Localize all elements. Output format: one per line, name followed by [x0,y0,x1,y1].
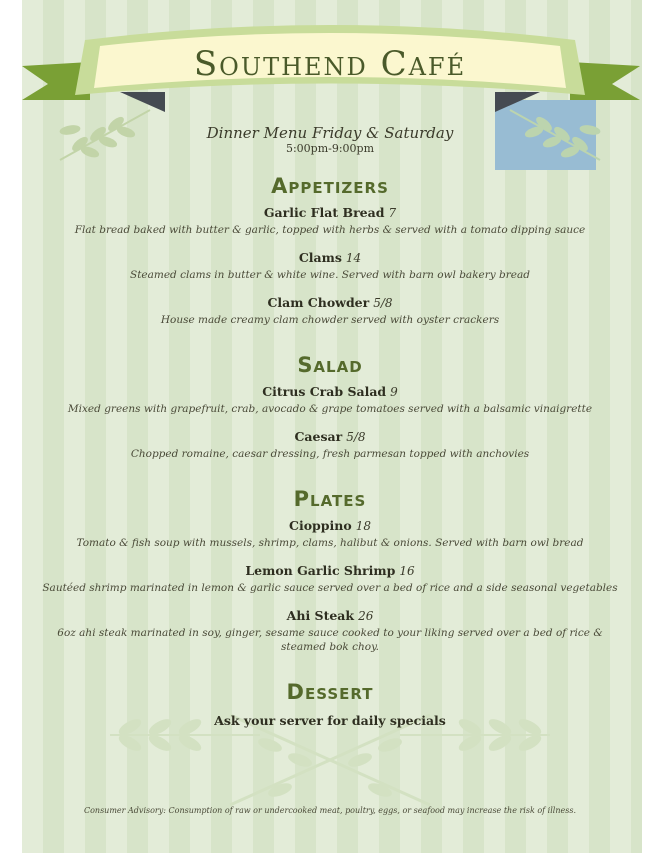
item-name: Caesar [294,429,343,444]
item-description: Mixed greens with grapefruit, crab, avocado & grape tomatoes served with a balsamic vinaigrette [67,403,593,415]
section-title: Appetizers [271,174,389,198]
menu-item [40,383,620,416]
menu-item [40,249,620,282]
section-title: Salad [297,353,363,377]
item-description: Steamed clams in butter & white wine. Served with barn owl bakery bread [130,269,530,281]
item-description: Sautéed shrimp marinated in lemon & garlic sauce served over a bed of rice and a side seasonal vegetables [42,582,618,594]
item-name: Lemon Garlic Shrimp [245,563,396,578]
item-description: Flat bread baked with butter & garlic, topped with herbs & served with a tomato dipping sauce [74,224,586,236]
section-salad [40,351,620,461]
item-price: 9 [390,385,398,399]
item-name: Citrus Crab Salad [262,384,387,399]
menu-item [40,428,620,461]
item-price: 5/8 [373,296,393,310]
item-description: 6oz ahi steak marinated in soy, ginger, sesame sauce cooked to your liking served over a bed of rice & steamed bok choy. [57,627,603,653]
section-appetizers [40,172,620,327]
menu-item [40,204,620,237]
item-price: 7 [388,206,397,220]
item-name: Garlic Flat Bread [263,205,385,220]
item-price: 18 [355,519,371,533]
item-name: Ahi Steak [286,608,355,623]
item-description: House made creamy clam chowder served with oyster crackers [160,314,500,326]
item-price: 5/8 [346,430,366,444]
item-price: 16 [399,564,415,578]
page-title: Southend Café [193,44,467,84]
dessert-note: Ask your server for daily specials [214,713,446,728]
item-price: 26 [358,609,374,623]
menu-hours: 5:00pm-9:00pm [285,142,375,155]
section-title: Plates [293,487,367,511]
item-name: Clams [298,250,342,265]
menu-item [40,607,620,654]
menu-item [40,562,620,595]
item-description: Chopped romaine, caesar dressing, fresh parmesan topped with anchovies [130,448,530,460]
menu-content [40,172,620,729]
item-price: 14 [345,251,362,265]
section-plates [40,485,620,654]
item-name: Cioppino [289,518,352,533]
consumer-advisory: Consumer Advisory: Consumption of raw or undercooked meat, poultry, eggs, or seafood may increase the risk of illness. [83,806,576,815]
menu-subtitle: Dinner Menu Friday & Saturday [206,124,454,142]
section-title: Dessert [286,680,374,704]
menu-item [40,294,620,327]
menu-item [40,517,620,550]
section-dessert [40,678,620,729]
item-name: Clam Chowder [267,295,370,310]
item-description: Tomato & fish soup with mussels, shrimp, clams, halibut & onions. Served with barn owl bread [76,537,584,549]
